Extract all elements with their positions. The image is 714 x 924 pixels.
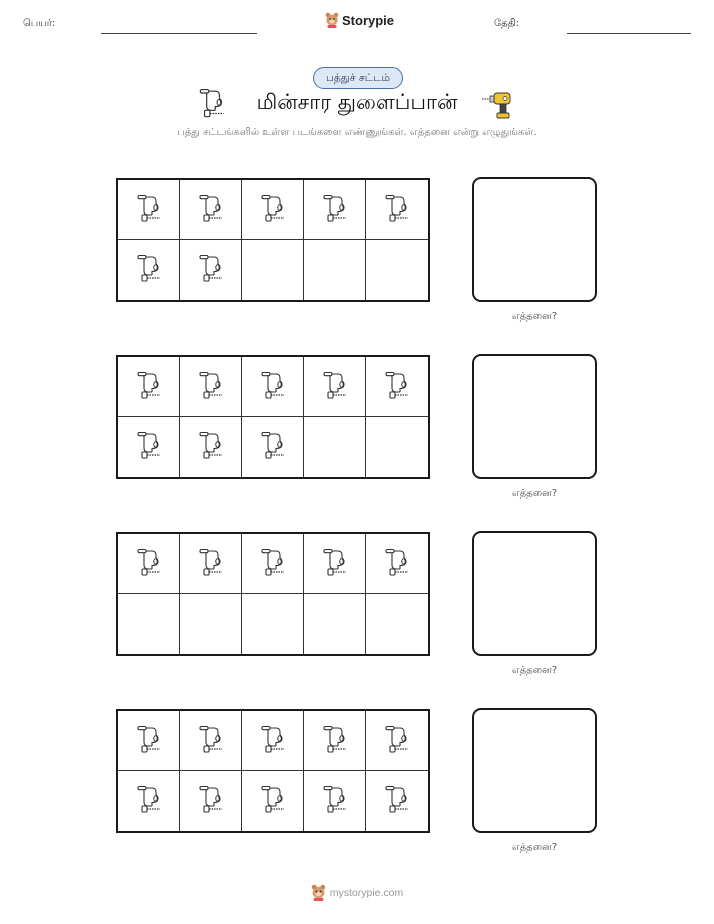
ten-frame [116,709,430,833]
worksheet-title: மின்சார துளைப்பான் [256,90,458,114]
hand-drill-icon [198,194,224,226]
frame-cell [118,240,180,300]
frame-cell [242,771,304,831]
frame-cell [366,240,428,300]
frame-cell [304,417,366,477]
frame-cell [304,357,366,417]
name-label: பெயர்: [23,18,56,29]
date-line[interactable] [567,33,691,34]
hand-drill-icon [384,194,410,226]
hand-drill-icon [260,548,286,580]
answer-box[interactable] [472,354,597,479]
frame-cell [242,417,304,477]
hand-drill-icon [260,725,286,757]
ten-frame [116,532,430,656]
frame-cell [366,180,428,240]
frame-cell [242,357,304,417]
frame-cell [242,594,304,654]
answer-box[interactable] [472,531,597,656]
frame-cell [304,180,366,240]
hand-drill-icon [260,194,286,226]
answer-box[interactable] [472,177,597,302]
hand-drill-icon [322,785,348,817]
frame-cell [242,240,304,300]
hand-drill-icon [136,548,162,580]
frame-cell [180,771,242,831]
hand-drill-icon [198,431,224,463]
frame-cell [366,357,428,417]
hand-drill-icon [322,725,348,757]
hand-drill-icon [260,371,286,403]
worksheet-header [0,0,714,50]
hand-drill-icon [322,194,348,226]
frame-cell [304,534,366,594]
bear-mascot-icon [325,12,339,28]
hand-drill-icon [136,725,162,757]
frame-cell [118,594,180,654]
frame-cell [180,240,242,300]
name-line[interactable] [101,33,257,34]
date-label: தேதி: [494,18,520,29]
frame-cell [304,240,366,300]
footer-site: mystorypie.com [329,886,404,899]
frame-cell [180,711,242,771]
ten-frame [116,355,430,479]
frame-cell [242,711,304,771]
frame-cell [118,180,180,240]
answer-box[interactable] [472,708,597,833]
frame-cell [180,417,242,477]
frame-cell [304,711,366,771]
frame-cell [242,534,304,594]
hand-drill-icon [136,785,162,817]
hand-drill-icon [322,371,348,403]
brand-logo [325,12,394,28]
frame-cell [118,711,180,771]
frame-cell [304,594,366,654]
brand-name: Storypie [342,12,395,28]
frame-cell [180,594,242,654]
hand-drill-icon [384,548,410,580]
frame-cell [304,771,366,831]
answer-label: எத்தனை? [511,311,558,322]
section-badge: பத்துச் சட்டம் [313,67,403,89]
frame-cell [118,534,180,594]
frame-cell [118,417,180,477]
bear-mascot-icon [311,884,326,901]
hand-drill-icon [198,88,226,122]
hand-drill-icon [384,371,410,403]
hand-drill-icon [322,548,348,580]
frame-cell [366,594,428,654]
hand-drill-icon [198,785,224,817]
frame-cell [118,771,180,831]
frame-cell [242,180,304,240]
ten-frame [116,178,430,302]
hand-drill-icon [198,254,224,286]
instructions: பத்து சட்டங்களில் உள்ள படங்களை எண்ணுங்கள். எத்தனை என்று எழுதுங்கள். [177,127,537,138]
hand-drill-icon [136,194,162,226]
hand-drill-icon [136,431,162,463]
answer-label: எத்தனை? [511,665,558,676]
footer [0,884,714,901]
frame-cell [118,357,180,417]
answer-label: எத்தனை? [511,842,558,853]
title-row [0,88,714,124]
frame-cell [180,534,242,594]
frame-cell [366,771,428,831]
frame-cell [366,711,428,771]
answer-label: எத்தனை? [511,488,558,499]
hand-drill-icon [260,431,286,463]
hand-drill-icon [136,254,162,286]
hand-drill-icon [260,785,286,817]
hand-drill-icon [384,725,410,757]
frame-cell [366,417,428,477]
hand-drill-icon [198,725,224,757]
frame-cell [180,180,242,240]
cordless-drill-icon [481,90,515,120]
hand-drill-icon [136,371,162,403]
hand-drill-icon [198,548,224,580]
hand-drill-icon [198,371,224,403]
frame-cell [180,357,242,417]
frame-cell [366,534,428,594]
hand-drill-icon [384,785,410,817]
